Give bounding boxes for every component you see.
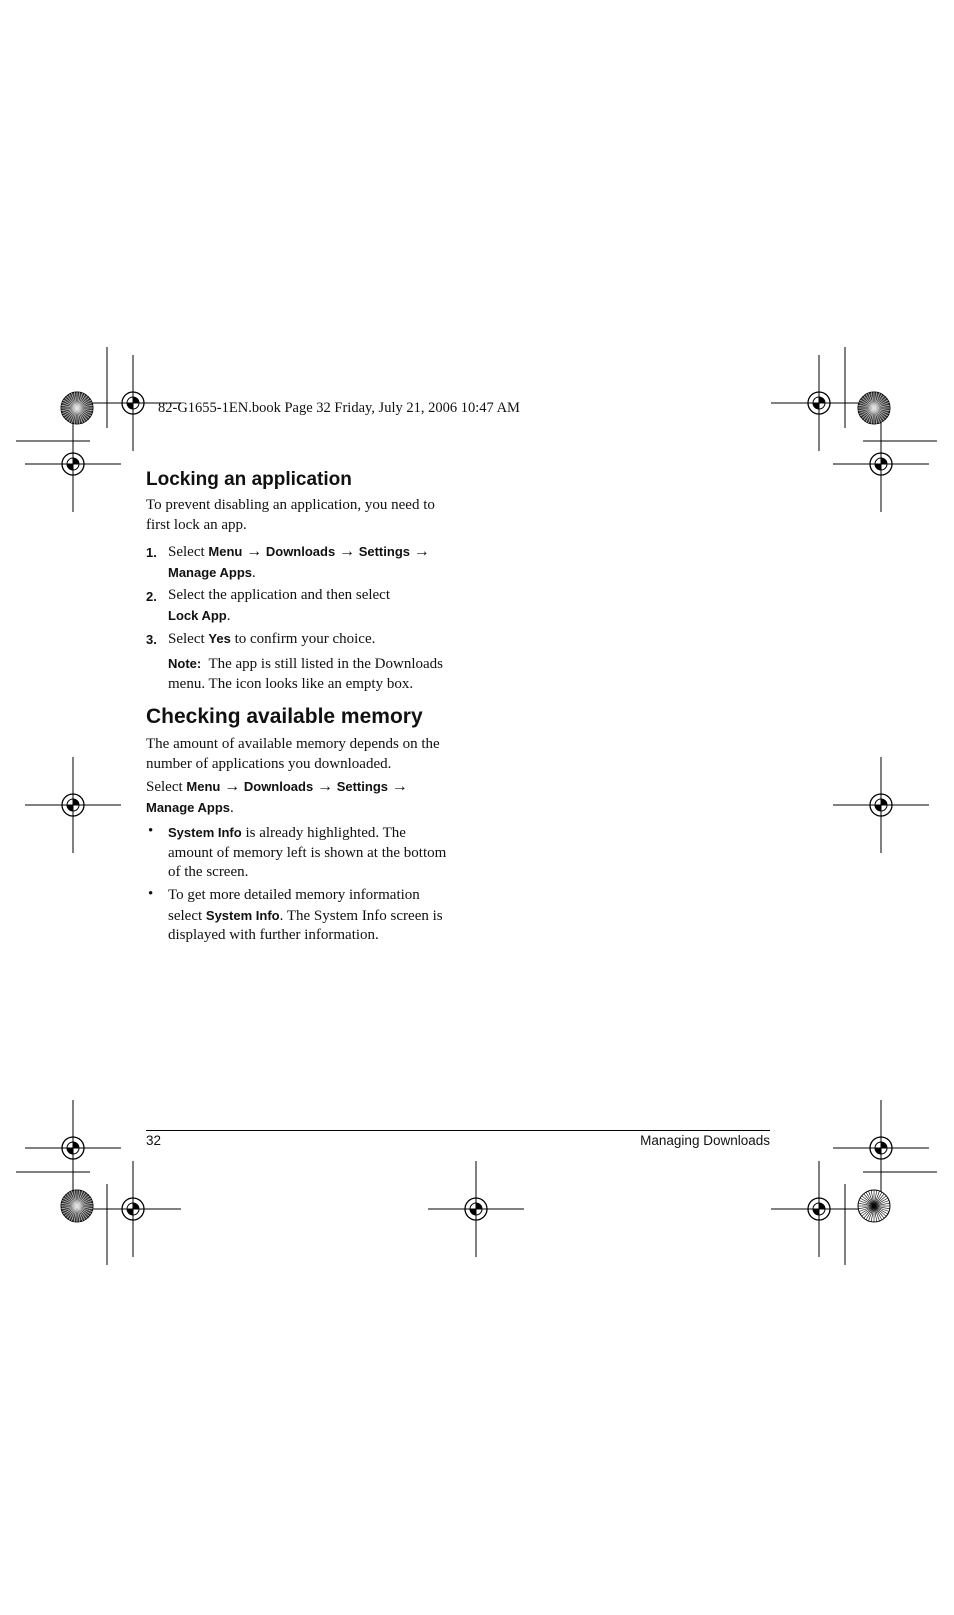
arrow-icon: → xyxy=(338,543,355,560)
bullet-2-line3: displayed with further information. xyxy=(168,927,379,943)
arrow-icon: → xyxy=(316,778,333,795)
step-2 xyxy=(168,586,468,626)
arrow-icon: → xyxy=(391,778,408,795)
bullet-1 xyxy=(168,823,468,883)
page-number: 32 xyxy=(146,1133,162,1148)
downloads-keyword: Downloads xyxy=(265,544,336,559)
step-1 xyxy=(168,542,468,583)
bullet-2-line2-pre: select xyxy=(168,907,203,924)
step-1-line1 xyxy=(168,542,468,563)
step-3 xyxy=(168,629,468,650)
memory-intro-line1: The amount of available memory depends on the xyxy=(146,736,440,752)
arrow-icon: → xyxy=(246,543,263,560)
step-1-select: Select xyxy=(168,544,205,560)
footer-rule xyxy=(146,1130,770,1131)
arrow-icon: → xyxy=(224,778,241,795)
downloads-keyword: Downloads xyxy=(243,779,314,794)
step-2-number: 2. xyxy=(146,589,157,604)
locking-intro-line1: To prevent disabling an application, you need to xyxy=(146,497,435,513)
system-info-keyword: System Info xyxy=(205,907,280,923)
footer-section-title: Managing Downloads xyxy=(640,1133,770,1148)
memory-path-line2 xyxy=(146,798,456,819)
memory-path-period: . xyxy=(230,799,234,816)
bullet-1-line1-rest: is already highlighted. The xyxy=(245,825,406,841)
step-2-line2 xyxy=(168,606,468,627)
system-info-keyword: System Info xyxy=(168,825,242,840)
step-1-line2 xyxy=(168,563,468,584)
print-slug: 82-G1655-1EN.book Page 32 Friday, July 21, 2006 10:47 AM xyxy=(158,400,520,416)
step-1-period: . xyxy=(252,564,256,581)
bullet-icon: • xyxy=(148,886,154,902)
note-label: Note: xyxy=(168,656,202,671)
locking-intro-line2: first lock an app. xyxy=(146,516,247,533)
settings-keyword: Settings xyxy=(336,779,388,794)
manage-apps-keyword: Manage Apps xyxy=(146,799,231,815)
step-3-number: 3. xyxy=(146,632,157,647)
memory-path-line1 xyxy=(146,777,456,798)
section-heading-memory: Checking available memory xyxy=(146,705,423,728)
step-3-line1 xyxy=(168,629,468,650)
bullet-icon: • xyxy=(148,823,154,839)
settings-keyword: Settings xyxy=(358,544,410,559)
bullet-2 xyxy=(168,886,468,946)
locking-intro xyxy=(146,496,446,535)
memory-intro xyxy=(146,735,446,774)
step-1-number: 1. xyxy=(146,545,157,560)
bullet-1-line1 xyxy=(168,823,468,844)
note-text-1: The app is still listed in the Downloads xyxy=(208,656,444,672)
note xyxy=(168,654,468,694)
memory-path xyxy=(146,777,456,818)
bullet-1-line3: of the screen. xyxy=(168,864,249,880)
step-2-period: . xyxy=(226,607,231,624)
section-heading-locking: Locking an application xyxy=(146,469,352,490)
arrow-icon: → xyxy=(413,543,430,560)
lock-app-keyword: Lock App xyxy=(168,607,227,623)
menu-keyword: Menu xyxy=(208,544,243,559)
memory-intro-line2: number of applications you downloaded. xyxy=(146,755,392,772)
bullet-2-line1: To get more detailed memory information xyxy=(168,887,420,903)
step-3-rest: to confirm your choice. xyxy=(234,631,376,647)
step-2-line1: Select the application and then select xyxy=(168,587,390,603)
bullet-1-line2: amount of memory left is shown at the bottom xyxy=(168,844,447,861)
memory-path-select: Select xyxy=(146,779,183,795)
bullet-2-line2 xyxy=(168,906,468,927)
manage-apps-keyword: Manage Apps xyxy=(168,564,253,580)
menu-keyword: Menu xyxy=(186,779,221,794)
note-line1 xyxy=(168,654,468,675)
note-line2: menu. The icon looks like an empty box. xyxy=(168,675,414,692)
step-3-select: Select xyxy=(168,631,205,647)
yes-keyword: Yes xyxy=(208,631,231,646)
bullet-2-line2-post: . The System Info screen is xyxy=(279,907,443,924)
